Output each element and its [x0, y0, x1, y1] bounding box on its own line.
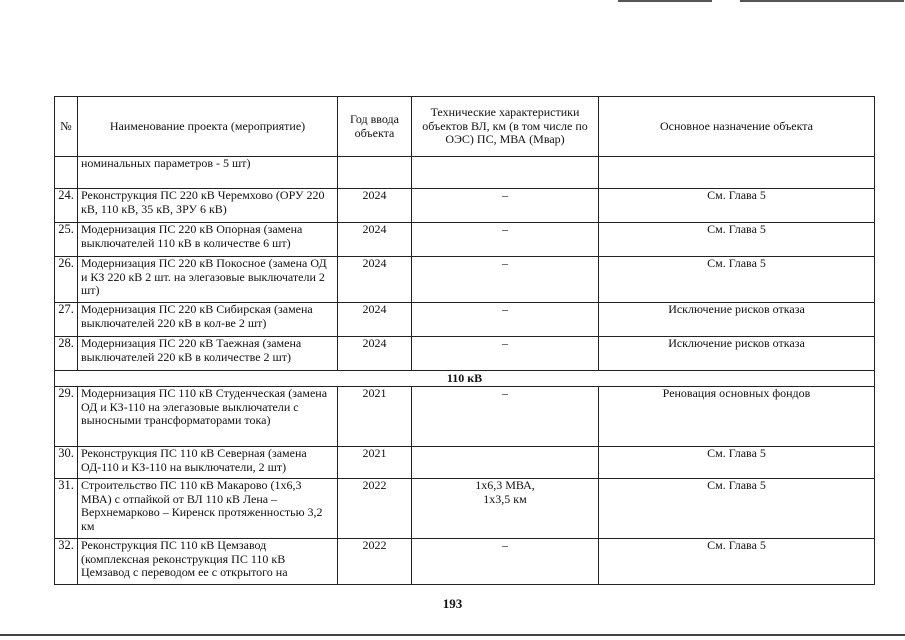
cell-char: – — [412, 337, 599, 371]
cell-num: 29. — [55, 387, 78, 447]
header-purpose: Основное назначение объекта — [599, 97, 875, 157]
table-row — [55, 447, 875, 479]
cell-num: 24. — [55, 189, 78, 223]
cell-year — [338, 157, 412, 189]
cell-year: 2021 — [338, 387, 412, 447]
cell-char: – — [412, 223, 599, 257]
cell-name: Модернизация ПС 110 кВ Студенческая (замена ОД и КЗ-110 на элегазовые выключатели с выносными трансформаторами тока) — [78, 387, 338, 447]
table-row-continuation — [55, 157, 875, 189]
cell-name: Модернизация ПС 220 кВ Таежная (замена выключателей 220 кВ в количестве 2 шт) — [78, 337, 338, 371]
cell-num: 25. — [55, 223, 78, 257]
table-header-row — [55, 97, 875, 157]
header-year: Год ввода объекта — [338, 97, 412, 157]
table-row — [55, 223, 875, 257]
header-name: Наименование проекта (мероприятие) — [78, 97, 338, 157]
cell-num: 32. — [55, 539, 78, 585]
header-characteristics: Технические характеристики объектов ВЛ, км (в том числе по ОЭС) ПС, МВА (Мвар) — [412, 97, 599, 157]
cell-name: Модернизация ПС 220 кВ Сибирская (замена выключателей 220 кВ в кол-ве 2 шт) — [78, 303, 338, 337]
cell-purpose: См. Глава 5 — [599, 257, 875, 303]
table-row — [55, 539, 875, 585]
cell-char: – — [412, 387, 599, 447]
page-number: 193 — [442, 596, 463, 611]
cell-char: – — [412, 189, 599, 223]
cell-purpose: См. Глава 5 — [599, 189, 875, 223]
cell-name: номинальных параметров - 5 шт) — [78, 157, 338, 189]
cell-year: 2024 — [338, 303, 412, 337]
cell-char: – — [412, 303, 599, 337]
scan-edge-line-bottom — [0, 634, 905, 636]
cell-purpose: Реновация основных фондов — [599, 387, 875, 447]
scan-edge-gap — [712, 0, 740, 2]
cell-name: Реконструкция ПС 220 кВ Черемхово (ОРУ 220 кВ, 110 кВ, 35 кВ, ЗРУ 6 кВ) — [78, 189, 338, 223]
cell-num: 28. — [55, 337, 78, 371]
cell-name: Строительство ПС 110 кВ Макарово (1х6,3 МВА) с отпайкой от ВЛ 110 кВ Лена – Верхнемарково – Киренск протяженностью 3,2 км — [78, 479, 338, 539]
table-row — [55, 303, 875, 337]
cell-num: 30. — [55, 447, 78, 479]
cell-char: 1х6,3 МВА, 1х3,5 км — [412, 479, 599, 539]
cell-num: 26. — [55, 257, 78, 303]
cell-name: Модернизация ПС 220 кВ Покосное (замена ОД и КЗ 220 кВ 2 шт. на элегазовые выключатели 2 шт) — [78, 257, 338, 303]
cell-year: 2022 — [338, 539, 412, 585]
cell-year: 2024 — [338, 189, 412, 223]
cell-num: 27. — [55, 303, 78, 337]
cell-char: – — [412, 257, 599, 303]
cell-char — [412, 157, 599, 189]
cell-year: 2024 — [338, 257, 412, 303]
cell-year: 2024 — [338, 223, 412, 257]
cell-num — [55, 157, 78, 189]
table-row — [55, 189, 875, 223]
cell-num: 31. — [55, 479, 78, 539]
cell-char: – — [412, 539, 599, 585]
cell-name: Реконструкция ПС 110 кВ Северная (замена ОД-110 и КЗ-110 на выключатели, 2 шт) — [78, 447, 338, 479]
cell-purpose: Исключение рисков отказа — [599, 303, 875, 337]
cell-year: 2022 — [338, 479, 412, 539]
cell-char — [412, 447, 599, 479]
cell-purpose: См. Глава 5 — [599, 479, 875, 539]
table-row — [55, 257, 875, 303]
table-row — [55, 337, 875, 371]
cell-name: Реконструкция ПС 110 кВ Цемзавод (комплексная реконструкция ПС 110 кВ Цемзавод с переводом ее с открытого на — [78, 539, 338, 585]
cell-year: 2024 — [338, 337, 412, 371]
cell-purpose: См. Глава 5 — [599, 539, 875, 585]
section-row-110kv — [55, 371, 875, 387]
table-row — [55, 479, 875, 539]
cell-purpose — [599, 157, 875, 189]
header-num: № — [55, 97, 78, 157]
cell-purpose: См. Глава 5 — [599, 447, 875, 479]
projects-table — [54, 96, 875, 585]
cell-year: 2021 — [338, 447, 412, 479]
scan-edge-line-top — [618, 0, 904, 2]
section-title: 110 кВ — [55, 371, 875, 387]
cell-name: Модернизация ПС 220 кВ Опорная (замена выключателей 110 кВ в количестве 6 шт) — [78, 223, 338, 257]
cell-purpose: Исключение рисков отказа — [599, 337, 875, 371]
table-row — [55, 387, 875, 447]
cell-purpose: См. Глава 5 — [599, 223, 875, 257]
